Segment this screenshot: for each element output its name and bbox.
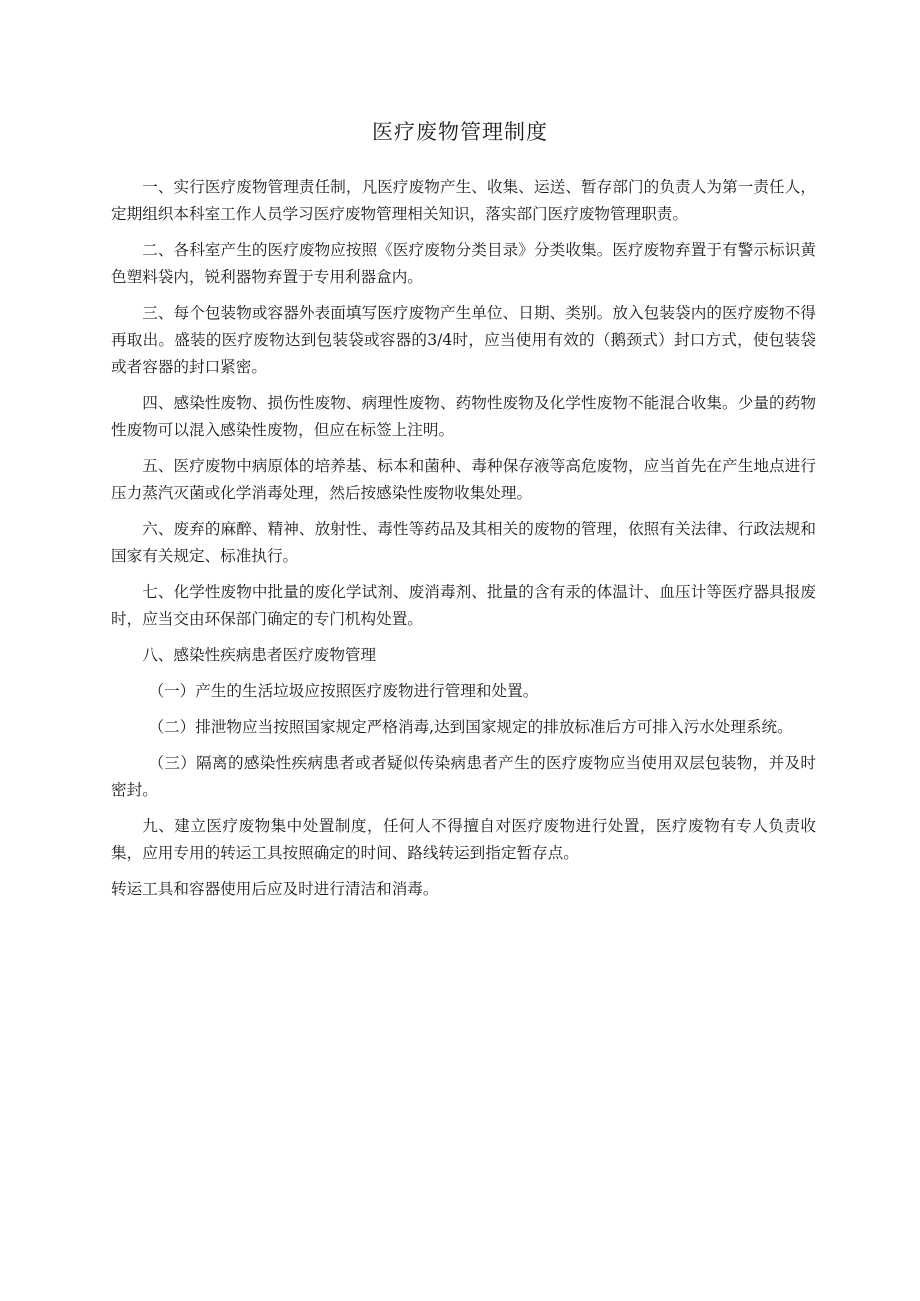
paragraph-5: 五、医疗废物中病原体的培养基、标本和菌种、毒种保存液等高危废物，应当首先在产生地点进行压力蒸汽灭菌或化学消毒处理，然后按感染性废物收集处理。 (111, 457, 816, 502)
paragraph-8-heading: 八、感染性疾病患者医疗废物管理 (142, 646, 377, 664)
paragraph-3: 三、每个包装物或容器外表面填写医疗废物产生单位、日期、类别。放入包装袋内的医疗废物不得再取出。盛装的医疗废物达到包装袋或容器的3/4时，应当使用有效的（鹅颈式）封口方式，使包装袋或者容器的封口紧密。 (111, 304, 816, 376)
closing-line: 转运工具和容器使用后应及时进行清洁和消毒。 (111, 880, 439, 898)
document-body (111, 174, 816, 912)
paragraph-6: 六、废弃的麻醉、精神、放射性、毒性等药品及其相关的废物的管理，依照有关法律、行政法规和国家有关规定、标准执行。 (111, 520, 816, 565)
sub-item-1: （一）产生的生活垃圾应按照医疗废物进行管理和处置。 (148, 682, 539, 700)
page-title: 医疗废物管理制度 (372, 120, 548, 144)
paragraph-1: 一、实行医疗废物管理责任制，凡医疗废物产生、收集、运送、暂存部门的负责人为第一责任人，定期组织本科室工作人员学习医疗废物管理相关知识，落实部门医疗废物管理职责。 (111, 178, 816, 223)
paragraph-9: 九、建立医疗废物集中处置制度，任何人不得擅自对医疗废物进行处置，医疗废物有专人负责收集，应用专用的转运工具按照确定的时间、路线转运到指定暂存点。 (111, 817, 816, 862)
paragraph-7: 七、化学性废物中批量的废化学试剂、废消毒剂、批量的含有汞的体温计、血压计等医疗器具报废时，应当交由环保部门确定的专门机构处置。 (111, 583, 816, 628)
paragraph-2: 二、各科室产生的医疗废物应按照《医疗废物分类目录》分类收集。医疗废物弃置于有警示标识黄色塑料袋内，锐利器物弃置于专用利器盒内。 (111, 241, 816, 286)
sub-item-2: （二）排泄物应当按照国家规定严格消毒,达到国家规定的排放标准后方可排入污水处理系统。 (148, 718, 793, 736)
paragraph-4: 四、感染性废物、损伤性废物、病理性废物、药物性废物及化学性废物不能混合收集。少量的药物性废物可以混入感染性废物，但应在标签上注明。 (111, 394, 816, 439)
sub-item-3: （三）隔离的感染性疾病患者或者疑似传染病患者产生的医疗废物应当使用双层包装物，并及时密封。 (111, 754, 816, 799)
